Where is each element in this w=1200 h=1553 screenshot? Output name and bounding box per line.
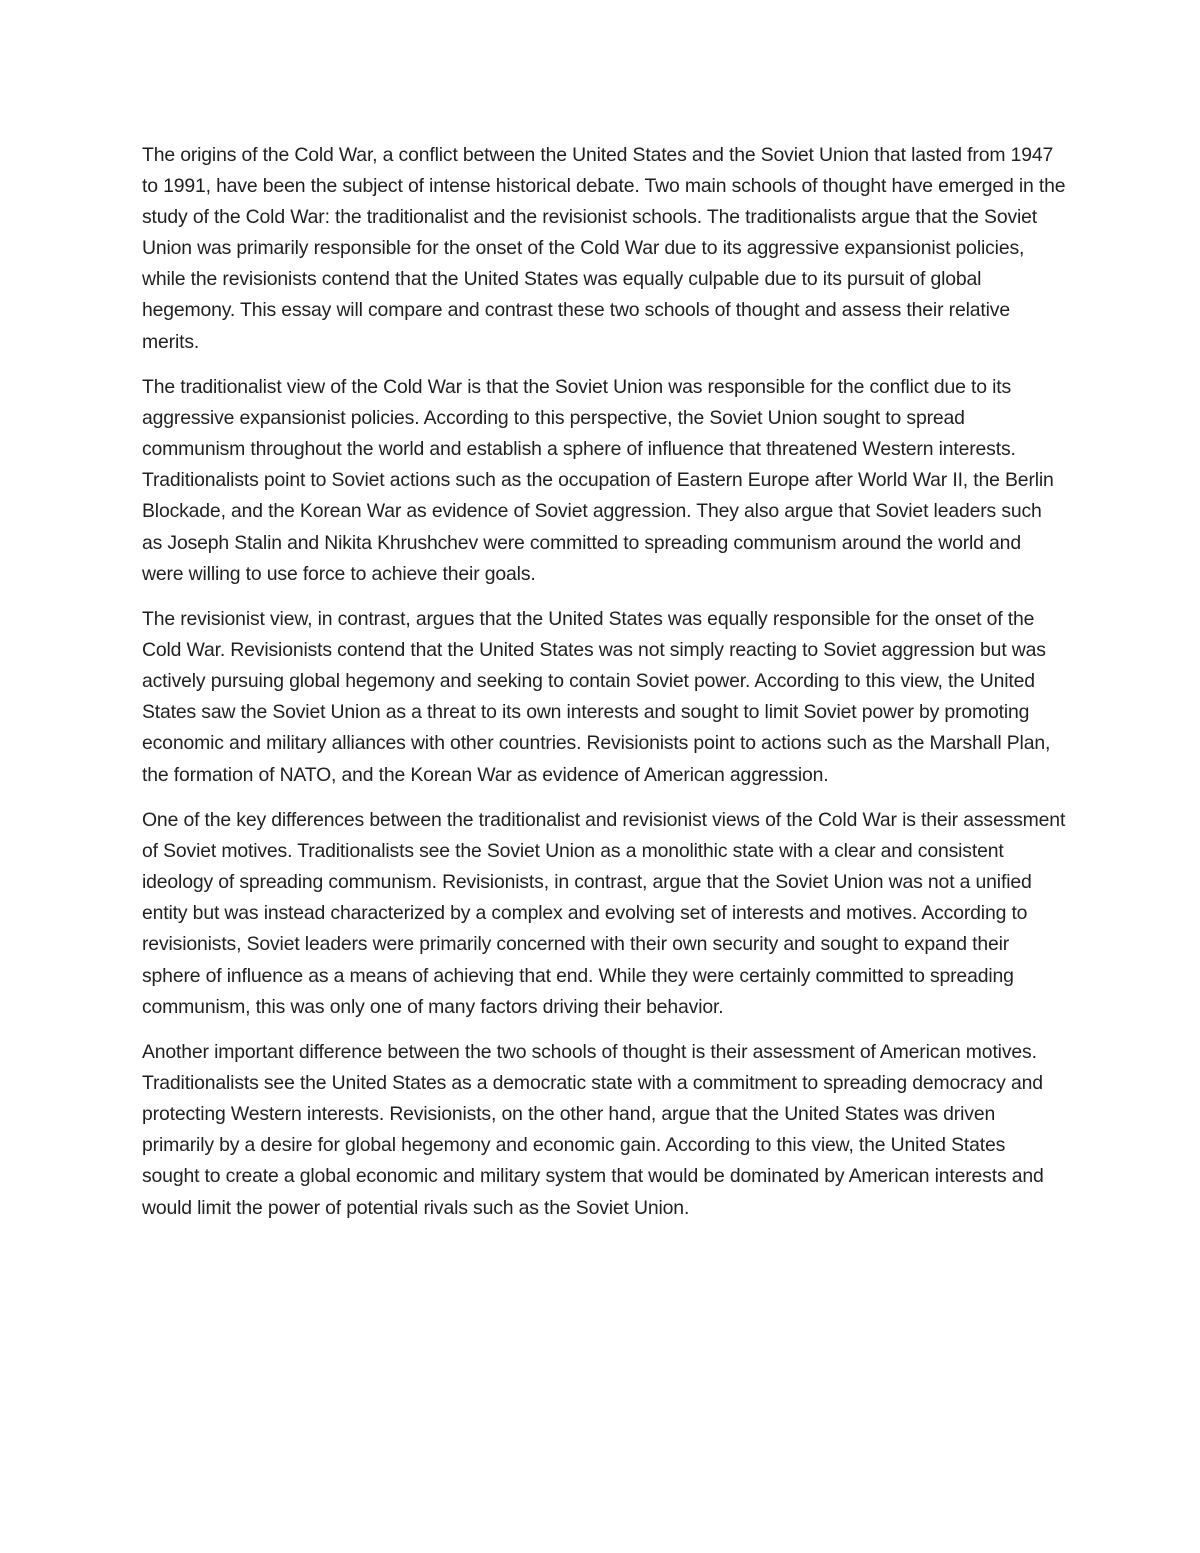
paragraph-american-motives: Another important difference between the two schools of thought is their assessment of American motives. Traditionalists see the United States as a democratic state with a commitment to spreading democracy and protecting Western interests. Revisionists, on the other hand, argue that the United States was driven primarily by a desire for global hegemony and economic gain. According to this view, the United States sought to create a global economic and military system that would be dominated by American interests and would limit the power of potential rivals such as the Soviet Union. (142, 1041, 1044, 1219)
document-body (142, 140, 1067, 1224)
paragraph-revisionist-view: The revisionist view, in contrast, argues that the United States was equally responsible for the onset of the Cold War. Revisionists contend that the United States was not simply reacting to Soviet aggression but was actively pursuing global hegemony and seeking to contain Soviet power. According to this view, the United States saw the Soviet Union as a threat to its own interests and sought to limit Soviet power by promoting economic and military alliances with other countries. Revisionists point to actions such as the Marshall Plan, the formation of NATO, and the Korean War as evidence of American aggression. (142, 608, 1051, 786)
paragraph-intro: The origins of the Cold War, a conflict between the United States and the Soviet Union that lasted from 1947 to 1991, have been the subject of intense historical debate. Two main schools of thought have emerged in the study of the Cold War: the traditionalist and the revisionist schools. The traditionalists argue that the Soviet Union was primarily responsible for the onset of the Cold War due to its aggressive expansionist policies, while the revisionists contend that the United States was equally culpable due to its pursuit of global hegemony. This essay will compare and contrast these two schools of thought and assess their relative merits. (142, 144, 1066, 353)
paragraph-traditionalist-view: The traditionalist view of the Cold War is that the Soviet Union was responsible for the conflict due to its aggressive expansionist policies. According to this perspective, the Soviet Union sought to spread communism throughout the world and establish a sphere of influence that threatened Western interests. Traditionalists point to Soviet actions such as the occupation of Eastern Europe after World War II, the Berlin Blockade, and the Korean War as evidence of Soviet aggression. They also argue that Soviet leaders such as Joseph Stalin and Nikita Khrushchev were committed to spreading communism around the world and were willing to use force to achieve their goals. (142, 376, 1054, 585)
paragraph-soviet-motives: One of the key differences between the traditionalist and revisionist views of the Cold War is their assessment of Soviet motives. Traditionalists see the Soviet Union as a monolithic state with a clear and consistent ideology of spreading communism. Revisionists, in contrast, argue that the Soviet Union was not a unified entity but was instead characterized by a complex and evolving set of interests and motives. According to revisionists, Soviet leaders were primarily concerned with their own security and sought to expand their sphere of influence as a means of achieving that end. While they were certainly committed to spreading communism, this was only one of many factors driving their behavior. (142, 809, 1066, 1018)
